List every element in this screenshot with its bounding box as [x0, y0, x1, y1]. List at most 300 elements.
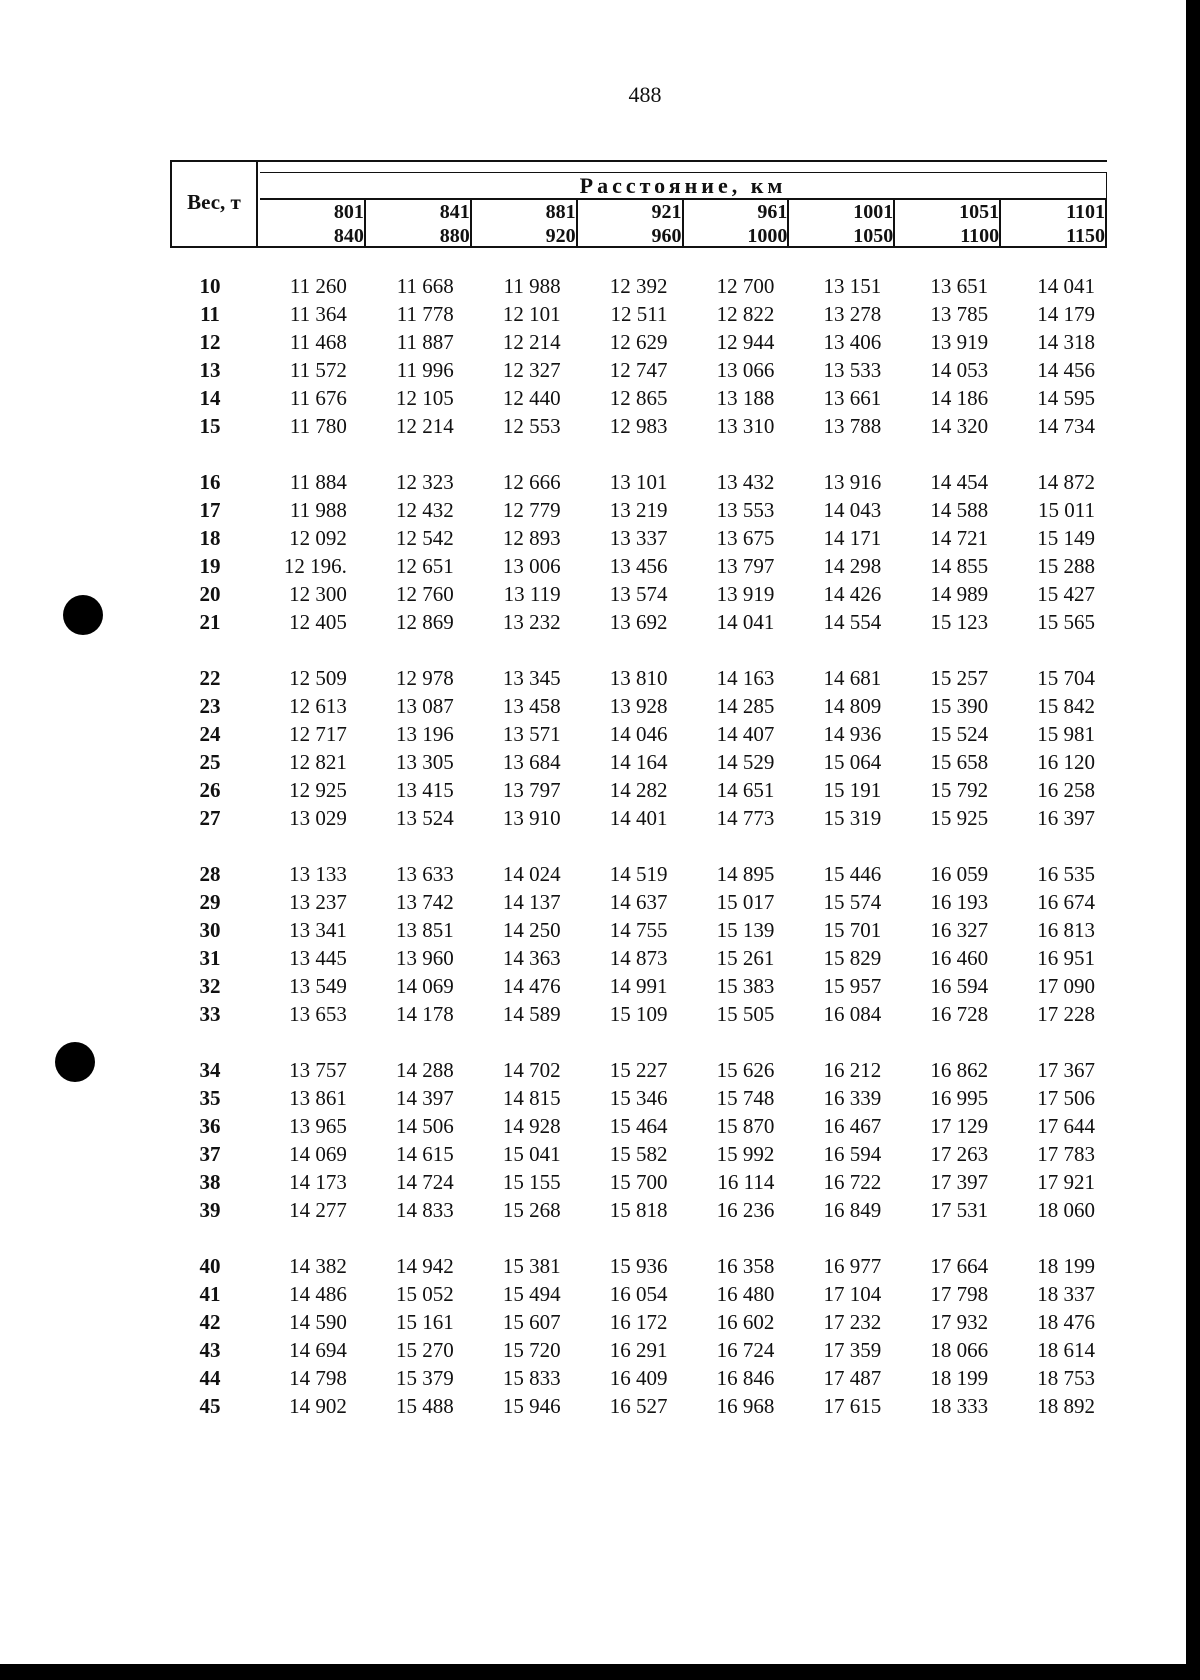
rate-cell: 13 188: [716, 386, 775, 410]
rate-cell: 14 589: [502, 1002, 561, 1026]
rate-cell: 12 105: [396, 386, 454, 410]
weight-cell: 34: [199, 1058, 221, 1082]
rate-cell: 14 529: [716, 750, 775, 774]
rate-cell: 16 120: [1037, 750, 1095, 774]
rate-cell: 14 298: [823, 554, 882, 578]
table-row: [170, 1000, 1105, 1028]
page-number: 488: [628, 82, 662, 107]
rate-cell: 11 988: [289, 498, 347, 522]
rate-cell: 15 427: [1037, 582, 1095, 606]
rate-cell: 14 721: [930, 526, 989, 550]
rate-cell: 13 651: [930, 274, 989, 298]
rate-cell: 18 060: [1037, 1198, 1095, 1222]
rate-cell: 15 123: [930, 610, 989, 634]
distance-to: 1100: [960, 225, 1000, 247]
rate-cell: 14 171: [823, 526, 882, 550]
weight-cell: 31: [199, 946, 221, 970]
rate-cell: 15 505: [716, 1002, 775, 1026]
rate-cell: 16 258: [1037, 778, 1095, 802]
rate-cell: 16 327: [930, 918, 989, 942]
rate-cell: 16 594: [930, 974, 989, 998]
rate-cell: 12 542: [396, 526, 454, 550]
table-row: [170, 1084, 1105, 1112]
rate-cell: 15 524: [930, 722, 989, 746]
rate-cell: 16 114: [717, 1170, 775, 1194]
rate-cell: 15 139: [716, 918, 775, 942]
rate-cell: 13 861: [289, 1086, 347, 1110]
rate-cell: 12 392: [609, 274, 668, 298]
rate-cell: 15 446: [823, 862, 882, 886]
rate-cell: 17 359: [823, 1338, 882, 1362]
weight-cell: 43: [199, 1338, 221, 1362]
table-header: [170, 160, 1107, 248]
rate-cell: 14 554: [823, 610, 882, 634]
table-row: [170, 412, 1105, 440]
weight-cell: 10: [199, 274, 221, 298]
rate-cell: 16 535: [1037, 862, 1095, 886]
rate-cell: 14 186: [930, 386, 989, 410]
rate-cell: 13 458: [502, 694, 561, 718]
weight-cell: 32: [199, 974, 221, 998]
rate-cell: 16 951: [1037, 946, 1095, 970]
rate-cell: 17 531: [930, 1198, 989, 1222]
rate-cell: 17 104: [823, 1282, 882, 1306]
rate-cell: 12 747: [609, 358, 668, 382]
rate-cell: 14 928: [502, 1114, 561, 1138]
rate-cell: 14 041: [1037, 274, 1095, 298]
rate-cell: 14 724: [396, 1170, 454, 1194]
table-row: [170, 748, 1105, 776]
distance-from: 961: [747, 200, 789, 224]
rate-cell: 14 382: [289, 1254, 347, 1278]
rate-cell: 15 792: [930, 778, 989, 802]
rate-cell: 15 346: [609, 1086, 668, 1110]
rate-cell: 16 862: [930, 1058, 989, 1082]
table-row: [170, 720, 1105, 748]
table-row: [170, 1112, 1105, 1140]
rate-cell: 14 734: [1037, 414, 1095, 438]
rate-cell: 17 228: [1037, 1002, 1095, 1026]
rate-cell: 17 090: [1037, 974, 1095, 998]
rate-cell: 14 137: [502, 890, 561, 914]
rate-cell: 13 345: [502, 666, 561, 690]
row-group: [170, 664, 1105, 832]
rate-cell: 15 936: [609, 1254, 668, 1278]
row-group: [170, 860, 1105, 1028]
weight-cell: 26: [199, 778, 221, 802]
rate-cell: 16 968: [716, 1394, 775, 1418]
rate-cell: 15 818: [609, 1198, 668, 1222]
rate-cell: 12 700: [716, 274, 775, 298]
row-group: [170, 1252, 1105, 1420]
rate-cell: 12 821: [289, 750, 347, 774]
rate-cell: 12 511: [610, 302, 668, 326]
table-row: [170, 552, 1105, 580]
distance-from: 841: [429, 200, 471, 224]
rate-cell: 16 339: [823, 1086, 882, 1110]
weight-cell: 20: [199, 582, 221, 606]
rate-cell: 15 748: [716, 1086, 775, 1110]
table-row: [170, 1056, 1105, 1084]
rate-cell: 13 742: [396, 890, 454, 914]
rate-cell: 12 440: [502, 386, 561, 410]
distance-to: 840: [324, 224, 366, 248]
rate-cell: 17 367: [1037, 1058, 1095, 1082]
rate-cell: 12 925: [289, 778, 347, 802]
rate-cell: 13 445: [289, 946, 347, 970]
rate-cell: 15 704: [1037, 666, 1095, 690]
rate-cell: 14 069: [396, 974, 454, 998]
rate-cell: 14 285: [716, 694, 775, 718]
rate-cell: 11 260: [289, 274, 347, 298]
table-row: [170, 1308, 1105, 1336]
table-row: [170, 328, 1105, 356]
distance-from: 921: [641, 200, 683, 224]
rate-cell: 15 870: [716, 1114, 775, 1138]
rate-cell: 18 199: [930, 1366, 989, 1390]
rate-cell: 17 397: [930, 1170, 989, 1194]
table-row: [170, 888, 1105, 916]
rate-cell: 13 571: [502, 722, 561, 746]
rate-cell: 13 675: [716, 526, 775, 550]
distance-from: 1001: [853, 201, 894, 223]
rate-cell: 12 405: [289, 610, 347, 634]
rate-cell: 16 977: [823, 1254, 882, 1278]
rate-cell: 13 456: [609, 554, 668, 578]
weight-cell: 19: [199, 554, 221, 578]
table-row: [170, 972, 1105, 1000]
rate-cell: 11 884: [289, 470, 347, 494]
distance-column-header: [895, 200, 1001, 248]
rate-cell: 16 724: [716, 1338, 775, 1362]
rate-cell: 14 041: [716, 610, 775, 634]
rate-cell: 11 996: [396, 358, 454, 382]
distance-column-header: [1001, 200, 1107, 248]
weight-cell: 45: [199, 1394, 221, 1418]
rate-cell: 18 892: [1037, 1394, 1095, 1418]
rate-cell: 15 565: [1037, 610, 1095, 634]
rate-cell: 14 681: [823, 666, 882, 690]
rate-cell: 13 684: [502, 750, 561, 774]
rate-cell: 13 757: [289, 1058, 347, 1082]
rate-cell: 13 151: [823, 274, 882, 298]
rate-cell: 15 658: [930, 750, 989, 774]
rate-cell: 12 760: [396, 582, 454, 606]
punch-hole-bottom: [55, 1042, 95, 1082]
rate-cell: 14 456: [1037, 358, 1095, 382]
weight-cell: 14: [199, 386, 221, 410]
table-row: [170, 1336, 1105, 1364]
rate-cell: 13 965: [289, 1114, 347, 1138]
rate-cell: 17 129: [930, 1114, 989, 1138]
distance-column-header: [260, 200, 366, 248]
rate-cell: 14 173: [289, 1170, 347, 1194]
table-row: [170, 524, 1105, 552]
rate-cell: 13 029: [289, 806, 347, 830]
rate-cell: 13 785: [930, 302, 989, 326]
rate-cell: 15 494: [502, 1282, 561, 1306]
rate-cell: 12 327: [502, 358, 561, 382]
rate-cell: 13 337: [609, 526, 668, 550]
rate-cell: 17 232: [823, 1310, 882, 1334]
rate-cell: 12 779: [502, 498, 561, 522]
rate-cell: 18 753: [1037, 1366, 1095, 1390]
table-row: [170, 1392, 1105, 1420]
weight-cell: 35: [199, 1086, 221, 1110]
rate-cell: 13 133: [289, 862, 347, 886]
rate-cell: 16 291: [609, 1338, 668, 1362]
rate-cell: 17 783: [1037, 1142, 1095, 1166]
rate-cell: 12 865: [609, 386, 668, 410]
rate-cell: 14 164: [609, 750, 668, 774]
weight-cell: 40: [199, 1254, 221, 1278]
rate-cell: 17 664: [930, 1254, 989, 1278]
weight-cell: 16: [199, 470, 221, 494]
table-row: [170, 804, 1105, 832]
rate-cell: 15 833: [502, 1366, 561, 1390]
rate-cell: 11 988: [503, 274, 561, 298]
table-row: [170, 860, 1105, 888]
distance-to: 920: [535, 224, 577, 248]
weight-cell: 30: [199, 918, 221, 942]
rate-cell: 12 092: [289, 526, 347, 550]
rate-cell: 13 406: [823, 330, 882, 354]
rate-cell: 13 087: [396, 694, 454, 718]
rate-cell: 16 212: [823, 1058, 882, 1082]
weight-cell: 37: [199, 1142, 221, 1166]
rate-cell: 18 199: [1037, 1254, 1095, 1278]
rate-cell: 16 813: [1037, 918, 1095, 942]
table-row: [170, 496, 1105, 524]
distance-column-header: [366, 200, 472, 248]
table-row: [170, 1364, 1105, 1392]
distance-columns: [260, 198, 1107, 248]
table-row: [170, 1280, 1105, 1308]
rate-cell: 14 773: [716, 806, 775, 830]
table-row: [170, 384, 1105, 412]
rate-cell: 14 936: [823, 722, 882, 746]
rate-cell: 14 046: [609, 722, 668, 746]
rate-cell: 16 527: [609, 1394, 668, 1418]
rate-cell: 13 432: [716, 470, 775, 494]
weight-column-header: Вес, т: [172, 162, 258, 246]
rate-cell: 14 595: [1037, 386, 1095, 410]
table-row: [170, 580, 1105, 608]
rate-cell: 15 488: [396, 1394, 454, 1418]
rate-cell: 15 149: [1037, 526, 1095, 550]
rate-cell: 14 426: [823, 582, 882, 606]
rate-cell: 14 282: [609, 778, 668, 802]
rate-cell: 15 700: [609, 1170, 668, 1194]
rate-cell: 15 626: [716, 1058, 775, 1082]
rate-cell: 14 053: [930, 358, 989, 382]
row-group: [170, 272, 1105, 440]
rate-cell: 12 432: [396, 498, 454, 522]
rate-cell: 12 323: [396, 470, 454, 494]
rate-cell: 16 849: [823, 1198, 882, 1222]
rate-cell: 16 397: [1037, 806, 1095, 830]
rate-cell: 16 995: [930, 1086, 989, 1110]
rate-cell: 15 319: [823, 806, 882, 830]
table-row: [170, 776, 1105, 804]
rate-cell: 14 519: [609, 862, 668, 886]
rate-cell: 12 978: [396, 666, 454, 690]
table-row: [170, 692, 1105, 720]
rate-cell: 17 487: [823, 1366, 882, 1390]
rate-cell: 13 916: [823, 470, 882, 494]
punch-hole-top: [63, 595, 103, 635]
rate-cell: 14 590: [289, 1310, 347, 1334]
rate-cell: 16 594: [823, 1142, 882, 1166]
rate-cell: 15 829: [823, 946, 882, 970]
rate-cell: 16 480: [716, 1282, 775, 1306]
rate-cell: 13 788: [823, 414, 882, 438]
rate-cell: 14 401: [609, 806, 668, 830]
rate-cell: 14 163: [716, 666, 775, 690]
rate-cell: 15 383: [716, 974, 775, 998]
rate-cell: 14 651: [716, 778, 775, 802]
rate-cell: 15 607: [502, 1310, 561, 1334]
rate-cell: 15 379: [396, 1366, 454, 1390]
rate-cell: 14 486: [289, 1282, 347, 1306]
rate-cell: 14 454: [930, 470, 989, 494]
rate-cell: 14 407: [716, 722, 775, 746]
rate-cell: 12 214: [502, 330, 561, 354]
rate-cell: 18 614: [1037, 1338, 1095, 1362]
rate-cell: 15 191: [823, 778, 882, 802]
rate-cell: 15 574: [823, 890, 882, 914]
weight-cell: 12: [199, 330, 221, 354]
rate-cell: 15 390: [930, 694, 989, 718]
rate-cell: 16 054: [609, 1282, 668, 1306]
distance-column-header: [789, 200, 895, 248]
rate-cell: 11 778: [396, 302, 454, 326]
table-row: [170, 1140, 1105, 1168]
rate-cell: 14 288: [396, 1058, 454, 1082]
rate-cell: 14 397: [396, 1086, 454, 1110]
rate-cell: 14 506: [396, 1114, 454, 1138]
rate-cell: 16 674: [1037, 890, 1095, 914]
rate-cell: 13 066: [716, 358, 775, 382]
rate-cell: 14 902: [289, 1394, 347, 1418]
table-row: [170, 608, 1105, 636]
rate-cell: 13 797: [502, 778, 561, 802]
rate-cell: 15 064: [823, 750, 882, 774]
distance-column-header: [578, 200, 684, 248]
rate-cell: 13 633: [396, 862, 454, 886]
rate-cell: 12 613: [289, 694, 347, 718]
rate-cell: 12 196.: [283, 554, 347, 578]
rate-cell: 16 728: [930, 1002, 989, 1026]
rate-cell: 13 305: [396, 750, 454, 774]
rate-cell: 14 637: [609, 890, 668, 914]
rate-cell: 14 476: [502, 974, 561, 998]
weight-cell: 22: [199, 666, 221, 690]
weight-cell: 18: [199, 526, 221, 550]
rate-cell: 15 464: [609, 1114, 668, 1138]
distance-to: 1000: [747, 225, 788, 247]
weight-cell: 39: [199, 1198, 221, 1222]
weight-cell: 17: [199, 498, 221, 522]
rate-cell: 14 179: [1037, 302, 1095, 326]
weight-cell: 21: [199, 610, 221, 634]
rate-cell: 14 069: [289, 1142, 347, 1166]
rate-cell: 12 983: [609, 414, 668, 438]
rate-cell: 14 694: [289, 1338, 347, 1362]
distance-column-header: [472, 200, 578, 248]
rate-cell: 16 193: [930, 890, 989, 914]
rate-cell: 15 041: [502, 1142, 561, 1166]
rate-cell: 14 798: [289, 1366, 347, 1390]
rate-cell: 11 572: [289, 358, 347, 382]
rate-cell: 12 300: [289, 582, 347, 606]
rate-cell: 12 214: [396, 414, 454, 438]
rate-cell: 12 869: [396, 610, 454, 634]
weight-cell: 28: [199, 862, 221, 886]
weight-cell: 27: [199, 806, 221, 830]
distance-column-header: [684, 200, 790, 248]
table-row: [170, 944, 1105, 972]
table-row: [170, 1168, 1105, 1196]
rate-cell: 18 333: [930, 1394, 989, 1418]
rate-cell: 13 533: [823, 358, 882, 382]
rate-cell: 16 602: [716, 1310, 775, 1334]
rate-cell: 13 219: [609, 498, 668, 522]
rate-cell: 13 919: [930, 330, 989, 354]
rate-cell: 14 989: [930, 582, 989, 606]
rate-cell: 17 615: [823, 1394, 882, 1418]
distance-to: 1050: [853, 225, 894, 247]
rate-cell: 15 701: [823, 918, 882, 942]
rate-cell: 14 872: [1037, 470, 1095, 494]
weight-cell: 41: [199, 1282, 221, 1306]
weight-cell: 33: [199, 1002, 221, 1026]
rate-cell: 14 702: [502, 1058, 561, 1082]
rate-cell: 15 017: [716, 890, 775, 914]
weight-cell: 25: [199, 750, 221, 774]
rate-cell: 13 661: [823, 386, 882, 410]
rate-cell: 12 509: [289, 666, 347, 690]
rate-cell: 13 851: [396, 918, 454, 942]
rate-cell: 15 155: [502, 1170, 561, 1194]
weight-cell: 38: [199, 1170, 221, 1194]
weight-cell: 23: [199, 694, 221, 718]
rate-cell: 16 409: [609, 1366, 668, 1390]
rate-cell: 13 553: [716, 498, 775, 522]
rate-cell: 18 476: [1037, 1310, 1095, 1334]
rate-cell: 17 644: [1037, 1114, 1095, 1138]
weight-cell: 36: [199, 1114, 221, 1138]
rate-cell: 15 842: [1037, 694, 1095, 718]
rate-cell: 13 910: [502, 806, 561, 830]
rate-cell: 11 668: [396, 274, 454, 298]
rate-cell: 13 278: [823, 302, 882, 326]
rate-cell: 12 666: [502, 470, 561, 494]
weight-cell: 44: [199, 1366, 221, 1390]
distance-from: 881: [535, 200, 577, 224]
rate-cell: 13 653: [289, 1002, 347, 1026]
rate-cell: 14 363: [502, 946, 561, 970]
rate-cell: 16 059: [930, 862, 989, 886]
table-row: [170, 272, 1105, 300]
row-group: [170, 1056, 1105, 1224]
rate-cell: 16 722: [823, 1170, 882, 1194]
rate-cell: 14 178: [396, 1002, 454, 1026]
rate-cell: 14 942: [396, 1254, 454, 1278]
rate-cell: 14 320: [930, 414, 989, 438]
weight-cell: 15: [199, 414, 221, 438]
table-row: [170, 300, 1105, 328]
